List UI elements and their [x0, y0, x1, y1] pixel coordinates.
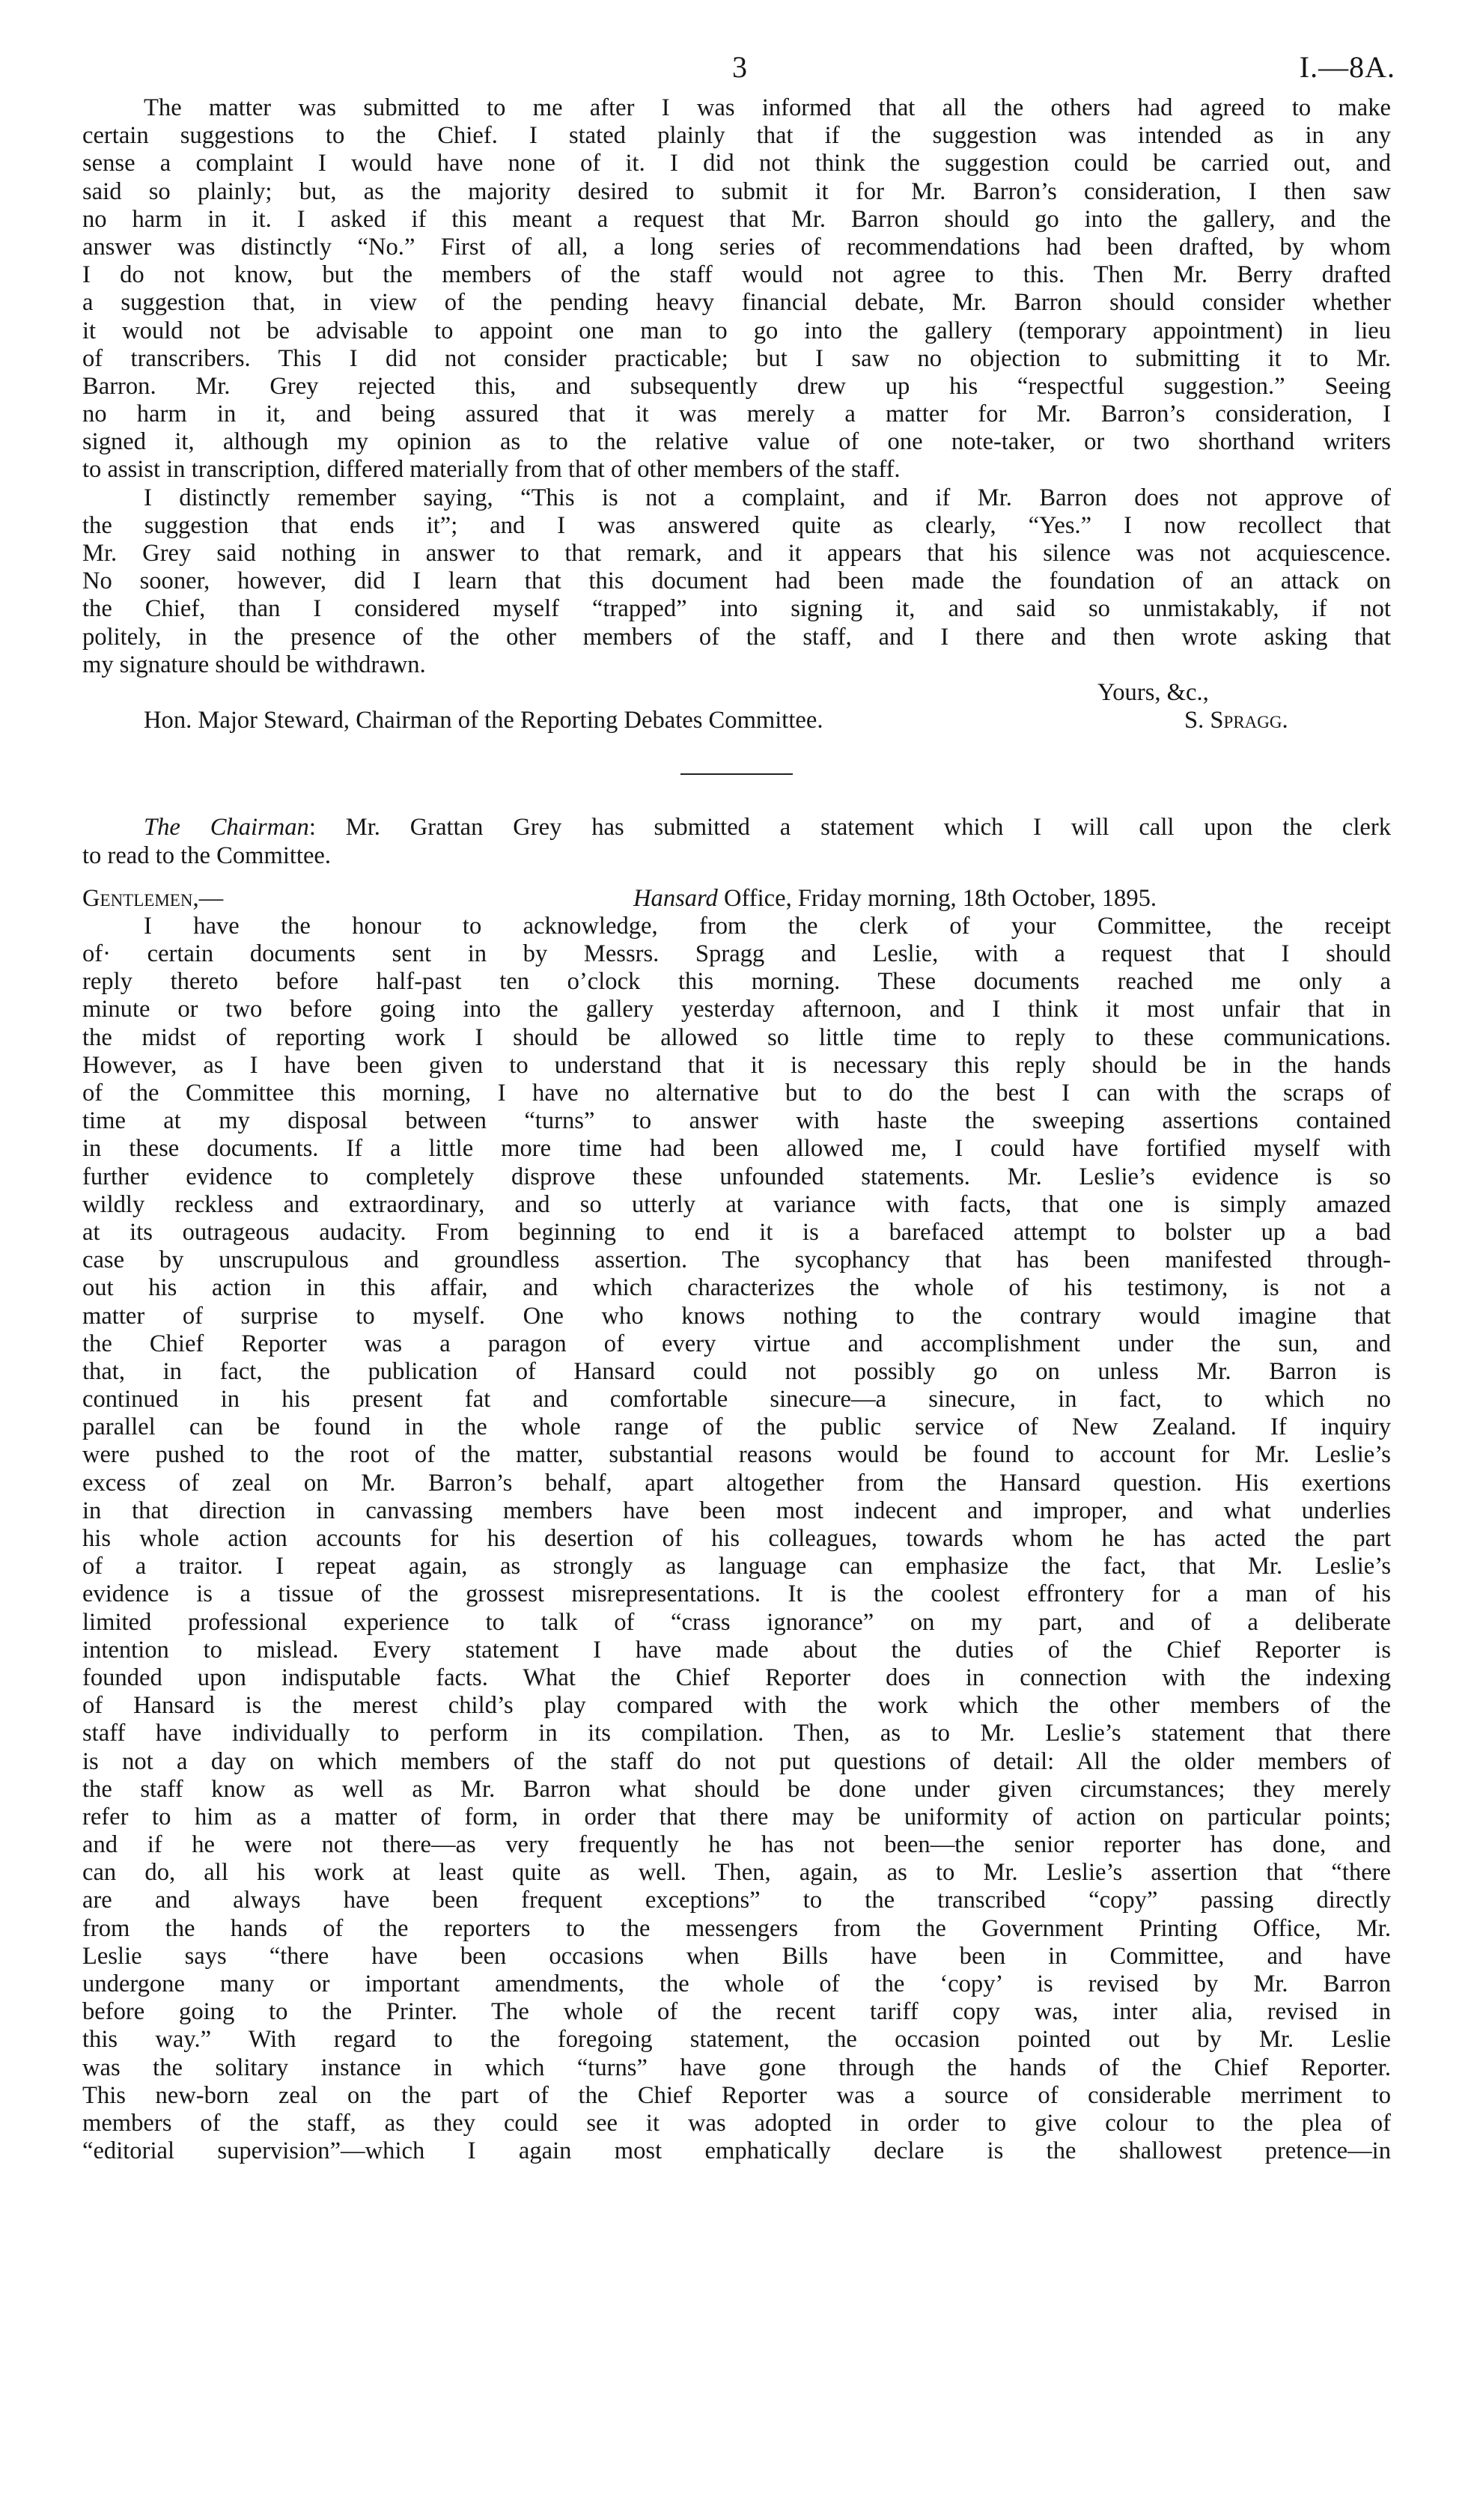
text-line: it would not be advisable to appoint one man to go into the gallery (temporary appointment) in lieu — [82, 317, 1391, 344]
text-line: of the Committee this morning, I have no alternative but to do the best I can with the scraps of — [82, 1080, 1391, 1107]
text-line: said so plainly; but, as the majority desired to submit it for Mr. Barron’s consideration, I then saw — [82, 177, 1391, 205]
text-line: the Chief Reporter was a paragon of every virtue and accomplishment under the sun, and — [82, 1330, 1391, 1357]
text-line: evidence is a tissue of the grossest misrepresentations. It is the coolest effrontery for a man of his — [82, 1580, 1391, 1608]
document-page — [82, 49, 1395, 2165]
text-line: case by unscrupulous and groundless assertion. The sycophancy that has been manifested through- — [82, 1247, 1391, 1274]
text-line: to read to the Committee. — [82, 841, 332, 869]
text-line: “editorial supervision”—which I again most emphatically declare is the shallowest pretence—in — [82, 2137, 1391, 2165]
text-line: members of the staff, as they could see it was adopted in order to give colour to the plea of — [82, 2109, 1391, 2137]
text-line: I distinctly remember saying, “This is not a complaint, and if Mr. Barron does not approve of — [144, 484, 1391, 511]
text-line: of· certain documents sent in by Messrs. Spragg and Leslie, with a request that I should — [82, 940, 1391, 968]
addressee: Hon. Major Steward, Chairman of the Reporting Debates Committee. — [144, 707, 823, 734]
text-line: excess of zeal on Mr. Barron’s behalf, apart altogether from the Hansard question. His exertions — [82, 1469, 1391, 1497]
text-line: reply thereto before half-past ten o’clock this morning. These documents reached me only a — [82, 968, 1391, 996]
text-line: I do not know, but the members of the staff would not agree to this. Then Mr. Berry drafted — [82, 261, 1391, 289]
addressee-row — [82, 707, 1391, 734]
closing-salutation: Yours, &c., — [1097, 678, 1209, 706]
text-line: are and always have been frequent exceptions” to the transcribed “copy” passing directly — [82, 1887, 1391, 1914]
page-header — [82, 49, 1395, 94]
text-line: Barron. Mr. Grey rejected this, and subsequently drew up his “respectful suggestion.” Seeing — [82, 372, 1391, 400]
text-line: a suggestion that, in view of the pending heavy financial debate, Mr. Barron should consider whether — [82, 289, 1391, 317]
text-line: and if he were not there—as very frequently he has not been—the senior reporter has done, and — [82, 1831, 1391, 1859]
dateline — [633, 885, 1157, 913]
dateline-office: Hansard — [633, 884, 718, 912]
page-number: 3 — [732, 50, 747, 84]
text-line: Mr. Grey said nothing in answer to that remark, and it appears that his silence was not acquiescence. — [82, 540, 1391, 567]
statement-heading — [82, 885, 1391, 913]
text-line: the Chief, than I considered myself “trapped” into signing it, and said so unmistakably, if not — [82, 595, 1391, 623]
text-line: The matter was submitted to me after I was informed that all the others had agreed to make — [144, 94, 1391, 121]
letter-paragraph-2 — [82, 484, 1391, 679]
statement-body — [82, 913, 1391, 2165]
text-line: matter of surprise to myself. One who knows nothing to the contrary would imagine that — [82, 1302, 1391, 1330]
text-line: is not a day on which members of the staff do not put questions of detail: All the older members of — [82, 1747, 1391, 1775]
text-line: of transcribers. This I did not consider practicable; but I saw no objection to submitting it to Mr. — [82, 344, 1391, 372]
text-line: This new-born zeal on the part of the Chief Reporter was a source of considerable merriment to — [82, 2081, 1391, 2109]
text-line: time at my disposal between “turns” to answer with haste the sweeping assertions contained — [82, 1107, 1391, 1135]
text-line — [82, 814, 1391, 841]
text-line: from the hands of the reporters to the messengers from the Government Printing Office, Mr. — [82, 1914, 1391, 1942]
text-line: Leslie says “there have been occasions when Bills have been in Committee, and have — [82, 1942, 1391, 1970]
text-line: undergone many or important amendments, the whole of the ‘copy’ is revised by Mr. Barron — [82, 1970, 1391, 1997]
salutation: Gentlemen,— — [82, 884, 224, 912]
letter-paragraph-1 — [82, 94, 1391, 484]
chairman-remark — [82, 814, 1391, 869]
text-line: the staff know as well as Mr. Barron what should be done under given circumstances; they merely — [82, 1775, 1391, 1803]
text-line: signed it, although my opinion as to the relative value of one note-taker, or two shorthand writers — [82, 428, 1391, 456]
speaker-name: The Chairman — [144, 814, 309, 841]
text-line: No sooner, however, did I learn that this document had been made the foundation of an attack on — [82, 567, 1391, 595]
text-line: answer was distinctly “No.” First of all, a long series of recommendations had been drafted, by whom — [82, 233, 1391, 261]
speaker-text: : Mr. Grattan Grey has submitted a statement which I will call upon the clerk — [308, 814, 1391, 841]
signature: S. Spragg. — [1184, 707, 1288, 734]
text-line: certain suggestions to the Chief. I stated plainly that if the suggestion was intended as in any — [82, 122, 1391, 150]
text-line: was the solitary instance in which “turns” have gone through the hands of the Chief Reporter. — [82, 2054, 1391, 2081]
text-line: can do, all his work at least quite as well. Then, again, as to Mr. Leslie’s assertion that “there — [82, 1859, 1391, 1887]
text-line: at its outrageous audacity. From beginning to end it is a barefaced attempt to bolster up a bad — [82, 1218, 1391, 1246]
text-line: continued in his present fat and comfortable sinecure—a sinecure, in fact, to which no — [82, 1386, 1391, 1413]
text-line: of Hansard is the merest child’s play compared with the work which the other members of the — [82, 1692, 1391, 1720]
text-line: limited professional experience to talk of “crass ignorance” on my part, and of a deliberate — [82, 1608, 1391, 1636]
text-line: minute or two before going into the gallery yesterday afternoon, and I think it most unfair that in — [82, 996, 1391, 1023]
text-line: the suggestion that ends it”; and I was answered quite as clearly, “Yes.” I now recollect that — [82, 511, 1391, 539]
dateline-text: Office, Friday morning, 18th October, 1895. — [717, 884, 1157, 912]
text-line: his whole action accounts for his desertion of his colleagues, towards whom he has acted the part — [82, 1525, 1391, 1552]
text-line: my signature should be withdrawn. — [82, 651, 426, 678]
text-line: sense a complaint I would have none of it. I did not think the suggestion could be carried out, and — [82, 150, 1391, 177]
text-line: no harm in it. I asked if this meant a request that Mr. Barron should go into the gallery, and the — [82, 205, 1391, 233]
page-reference: I.—8A. — [1299, 50, 1395, 84]
text-line: parallel can be found in the whole range of the public service of New Zealand. If inquiry — [82, 1413, 1391, 1441]
text-line: staff have individually to perform in its compilation. Then, as to Mr. Leslie’s statement that there — [82, 1720, 1391, 1747]
text-line: that, in fact, the publication of Hansard could not possibly go on unless Mr. Barron is — [82, 1357, 1391, 1385]
text-line: refer to him as a matter of form, in order that there may be uniformity of action on particular points; — [82, 1803, 1391, 1830]
text-line: out his action in this affair, and which characterizes the whole of his testimony, is not a — [82, 1274, 1391, 1302]
text-line: However, as I have been given to understand that it is necessary this reply should be in the hands — [82, 1051, 1391, 1079]
text-line: before going to the Printer. The whole of the recent tariff copy was, inter alia, revised in — [82, 1998, 1391, 2026]
text-line: the midst of reporting work I should be allowed so little time to reply to these communications. — [82, 1023, 1391, 1051]
text-line: this way.” With regard to the foregoing statement, the occasion pointed out by Mr. Leslie — [82, 2026, 1391, 2054]
text-line: I have the honour to acknowledge, from the clerk of your Committee, the receipt — [144, 912, 1391, 940]
text-line: wildly reckless and extraordinary, and so utterly at variance with facts, that one is simply amazed — [82, 1190, 1391, 1218]
text-line: intention to mislead. Every statement I have made about the duties of the Chief Reporter is — [82, 1636, 1391, 1664]
text-line: of a traitor. I repeat again, as strongly as language can emphasize the fact, that Mr. Leslie’s — [82, 1553, 1391, 1580]
text-line: further evidence to completely disprove these unfounded statements. Mr. Leslie’s evidence is so — [82, 1163, 1391, 1190]
text-line: to assist in transcription, differed materially from that of other members of the staff. — [82, 456, 901, 484]
closing-row — [82, 679, 1391, 707]
text-line: no harm in it, and being assured that it was merely a matter for Mr. Barron’s consideration, I — [82, 401, 1391, 428]
text-line: in these documents. If a little more time had been allowed me, I could have fortified myself with — [82, 1135, 1391, 1163]
text-line: founded upon indisputable facts. What the Chief Reporter does in connection with the indexing — [82, 1664, 1391, 1691]
text-line: in that direction in canvassing members have been most indecent and improper, and what underlies — [82, 1497, 1391, 1524]
text-line: were pushed to the root of the matter, substantial reasons would be found to account for Mr. Leslie’s — [82, 1441, 1391, 1469]
text-line: politely, in the presence of the other members of the staff, and I there and then wrote asking that — [82, 623, 1391, 651]
